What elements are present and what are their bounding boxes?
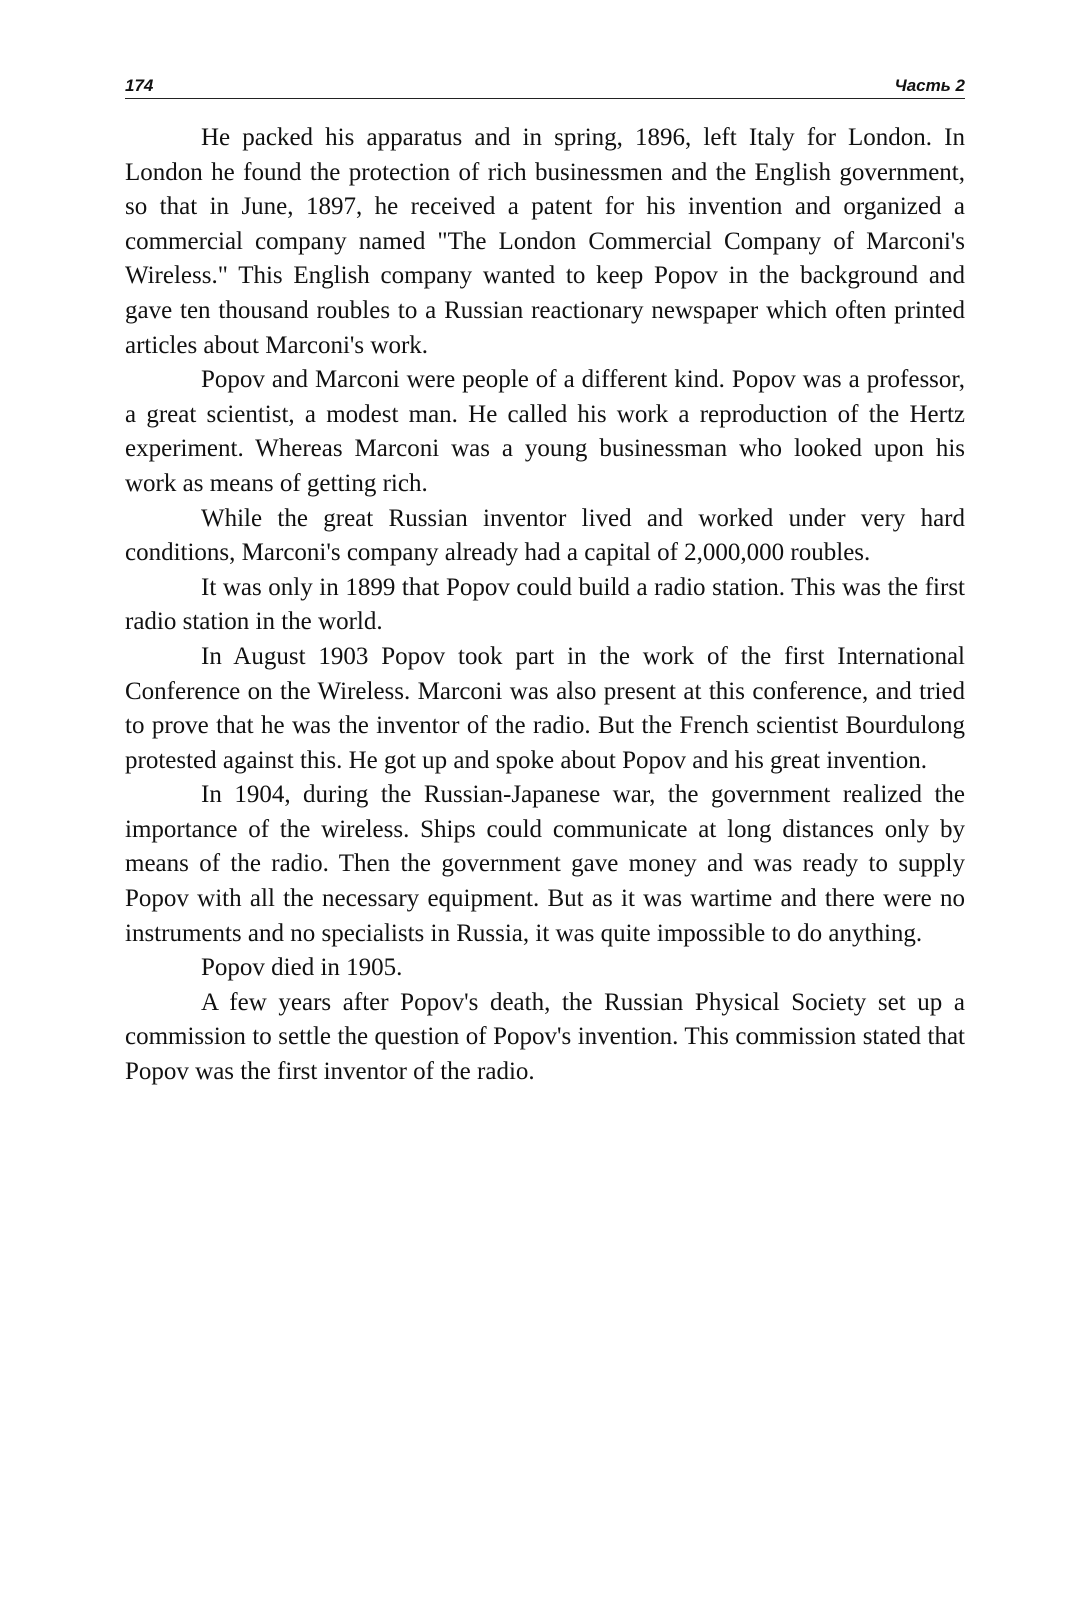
paragraph: Popov died in 1905. [201, 954, 403, 982]
paragraph: Popov and Marconi were people of a different kind. Popov was a professor, a great scientist, a modest man. He called his work a reproduction of the Hertz experiment. Whereas Marconi was a young businessman who looked upon his work as means of getting rich. [125, 366, 965, 497]
paragraph: It was only in 1899 that Popov could build a radio station. This was the first radio station in the world. [125, 573, 965, 636]
paragraph: In 1904, during the Russian-Japanese war, the government realized the importance of the wireless. Ships could communicate at long distances only by means of the radio. Then the government gave money and was ready to supply Popov with all the necessary equipment. But as it was wartime and there were no instruments and no specialists in Russia, it was quite impossible to do anything. [125, 781, 965, 947]
page-number: 174 [125, 76, 154, 95]
paragraph: A few years after Popov's death, the Russian Physical Society set up a commission to settle the question of Popov's invention. This commission stated that Popov was the first inventor of the radio. [125, 988, 965, 1086]
running-header [125, 70, 965, 99]
book-page [125, 70, 965, 1090]
paragraph: He packed his apparatus and in spring, 1896, left Italy for London. In London he found the protection of rich businessmen and the English government, so that in June, 1897, he received a patent for his invention and organized a commercial company named "The London Commercial Company of Marconi's Wireless." This English company wanted to keep Popov in the background and gave ten thousand roubles to a Russian reactionary newspaper which often printed articles about Marconi's work. [125, 124, 965, 359]
paragraph: In August 1903 Popov took part in the work of the first International Conference on the Wireless. Marconi was also present at this conference, and tried to prove that he was the inventor of the radio. But the French scientist Bourdulong protested against this. He got up and spoke about Popov and his great invention. [125, 642, 965, 774]
body-text [125, 121, 965, 1090]
section-title: Часть 2 [894, 76, 965, 95]
paragraph: While the great Russian inventor lived and worked under very hard conditions, Marconi's company already had a capital of 2,000,000 roubles. [125, 504, 965, 567]
